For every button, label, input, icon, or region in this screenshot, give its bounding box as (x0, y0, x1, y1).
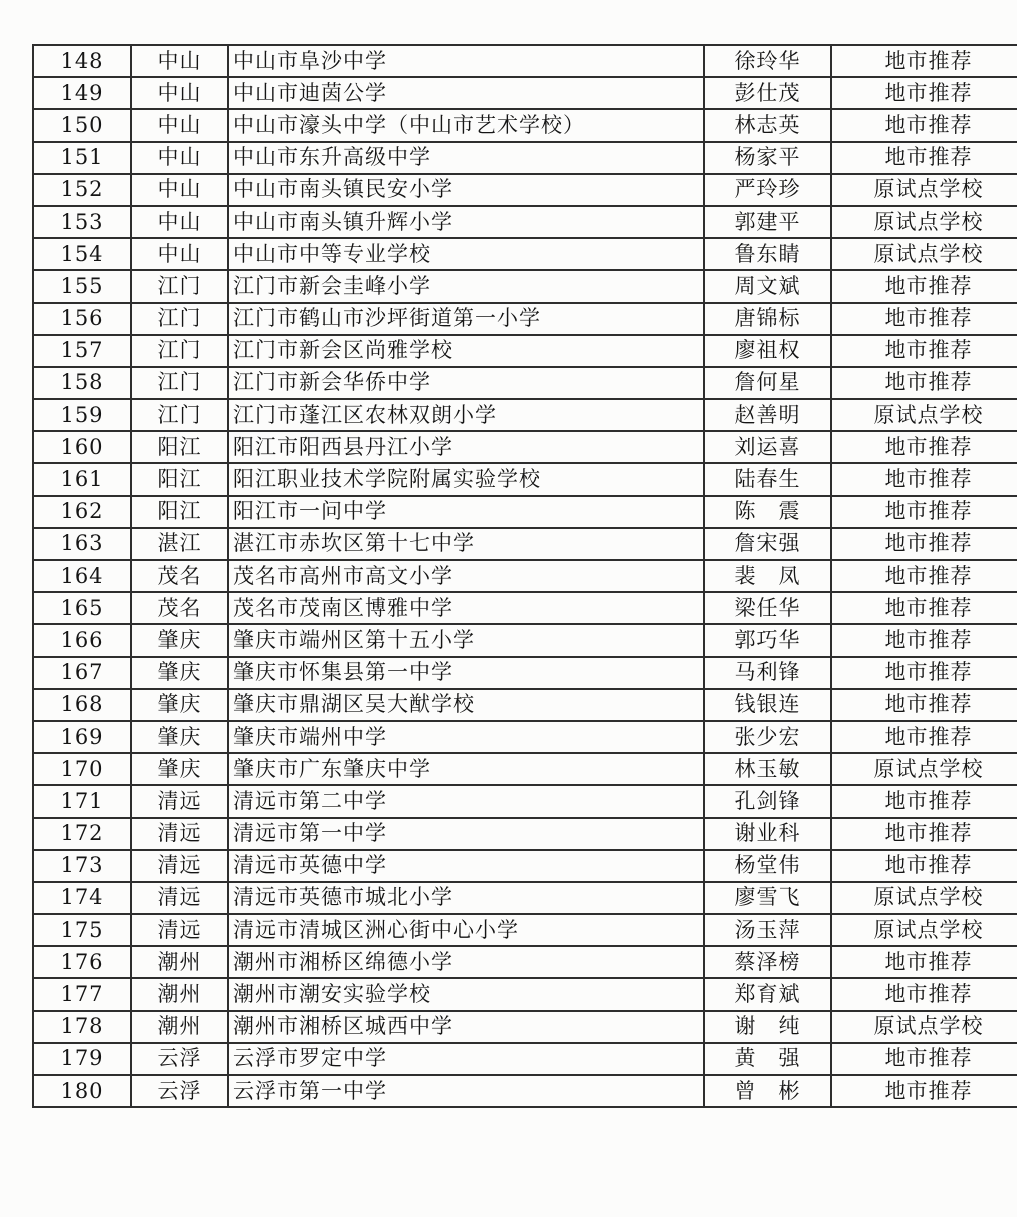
table-row (33, 238, 1017, 270)
city-cell: 云浮 (131, 1043, 228, 1075)
person-name-cell: 詹何星 (704, 367, 831, 399)
table-row (33, 463, 1017, 495)
table-row (33, 174, 1017, 206)
city-cell: 云浮 (131, 1075, 228, 1107)
person-name-cell: 张少宏 (704, 721, 831, 753)
table-row (33, 206, 1017, 238)
row-number-cell: 174 (33, 882, 131, 914)
table-row (33, 946, 1017, 978)
row-number-cell: 150 (33, 109, 131, 141)
table-row (33, 914, 1017, 946)
school-name-cell: 中山市南头镇民安小学 (228, 174, 704, 206)
row-number-cell: 149 (33, 77, 131, 109)
row-number-cell: 169 (33, 721, 131, 753)
recommendation-type-cell: 原试点学校 (831, 753, 1017, 785)
person-name-cell: 周文斌 (704, 270, 831, 302)
person-name-cell: 郑育斌 (704, 978, 831, 1010)
school-name-cell: 肇庆市鼎湖区吴大猷学校 (228, 689, 704, 721)
school-name-cell: 茂名市高州市高文小学 (228, 560, 704, 592)
row-number-cell: 148 (33, 45, 131, 77)
person-name-cell: 钱银连 (704, 689, 831, 721)
person-name-cell: 严玲珍 (704, 174, 831, 206)
person-name-cell: 谢 纯 (704, 1011, 831, 1043)
row-number-cell: 180 (33, 1075, 131, 1107)
row-number-cell: 159 (33, 399, 131, 431)
table-row (33, 142, 1017, 174)
recommendation-type-cell: 地市推荐 (831, 528, 1017, 560)
city-cell: 清远 (131, 914, 228, 946)
school-name-cell: 中山市濠头中学（中山市艺术学校） (228, 109, 704, 141)
school-name-cell: 中山市南头镇升辉小学 (228, 206, 704, 238)
city-cell: 清远 (131, 850, 228, 882)
school-name-cell: 清远市第二中学 (228, 785, 704, 817)
city-cell: 中山 (131, 77, 228, 109)
school-name-cell: 江门市蓬江区农林双朗小学 (228, 399, 704, 431)
person-name-cell: 廖雪飞 (704, 882, 831, 914)
recommendation-type-cell: 原试点学校 (831, 174, 1017, 206)
school-name-cell: 中山市东升高级中学 (228, 142, 704, 174)
recommendation-type-cell: 地市推荐 (831, 818, 1017, 850)
recommendation-type-cell: 原试点学校 (831, 914, 1017, 946)
table-row (33, 367, 1017, 399)
row-number-cell: 160 (33, 431, 131, 463)
table-row (33, 303, 1017, 335)
table-row (33, 77, 1017, 109)
row-number-cell: 162 (33, 496, 131, 528)
city-cell: 肇庆 (131, 657, 228, 689)
school-name-cell: 肇庆市广东肇庆中学 (228, 753, 704, 785)
row-number-cell: 179 (33, 1043, 131, 1075)
row-number-cell: 175 (33, 914, 131, 946)
row-number-cell: 178 (33, 1011, 131, 1043)
school-name-cell: 潮州市潮安实验学校 (228, 978, 704, 1010)
row-number-cell: 156 (33, 303, 131, 335)
table-row (33, 45, 1017, 77)
person-name-cell: 刘运喜 (704, 431, 831, 463)
school-name-cell: 江门市鹤山市沙坪街道第一小学 (228, 303, 704, 335)
person-name-cell: 陈 震 (704, 496, 831, 528)
person-name-cell: 廖祖权 (704, 335, 831, 367)
person-name-cell: 黄 强 (704, 1043, 831, 1075)
city-cell: 清远 (131, 818, 228, 850)
row-number-cell: 177 (33, 978, 131, 1010)
table-row (33, 818, 1017, 850)
recommendation-type-cell: 地市推荐 (831, 142, 1017, 174)
city-cell: 阳江 (131, 496, 228, 528)
city-cell: 肇庆 (131, 721, 228, 753)
row-number-cell: 173 (33, 850, 131, 882)
person-name-cell: 杨家平 (704, 142, 831, 174)
city-cell: 中山 (131, 238, 228, 270)
row-number-cell: 168 (33, 689, 131, 721)
recommendation-type-cell: 原试点学校 (831, 882, 1017, 914)
recommendation-type-cell: 地市推荐 (831, 335, 1017, 367)
person-name-cell: 郭建平 (704, 206, 831, 238)
school-name-cell: 潮州市湘桥区城西中学 (228, 1011, 704, 1043)
person-name-cell: 詹宋强 (704, 528, 831, 560)
recommendation-type-cell: 地市推荐 (831, 592, 1017, 624)
recommendation-type-cell: 地市推荐 (831, 657, 1017, 689)
city-cell: 江门 (131, 303, 228, 335)
row-number-cell: 176 (33, 946, 131, 978)
table-row (33, 721, 1017, 753)
row-number-cell: 167 (33, 657, 131, 689)
row-number-cell: 153 (33, 206, 131, 238)
recommendation-type-cell: 地市推荐 (831, 496, 1017, 528)
recommendation-type-cell: 地市推荐 (831, 45, 1017, 77)
school-name-cell: 清远市第一中学 (228, 818, 704, 850)
city-cell: 中山 (131, 174, 228, 206)
person-name-cell: 鲁东睛 (704, 238, 831, 270)
school-name-cell: 江门市新会区尚雅学校 (228, 335, 704, 367)
person-name-cell: 蔡泽榜 (704, 946, 831, 978)
row-number-cell: 154 (33, 238, 131, 270)
row-number-cell: 161 (33, 463, 131, 495)
school-name-cell: 云浮市第一中学 (228, 1075, 704, 1107)
city-cell: 清远 (131, 785, 228, 817)
table-row (33, 1043, 1017, 1075)
city-cell: 湛江 (131, 528, 228, 560)
row-number-cell: 171 (33, 785, 131, 817)
table-row (33, 624, 1017, 656)
recommendation-type-cell: 地市推荐 (831, 978, 1017, 1010)
recommendation-type-cell: 地市推荐 (831, 270, 1017, 302)
recommendation-type-cell: 地市推荐 (831, 721, 1017, 753)
recommendation-type-cell: 地市推荐 (831, 367, 1017, 399)
table-row (33, 335, 1017, 367)
recommendation-type-cell: 地市推荐 (831, 946, 1017, 978)
table-row (33, 785, 1017, 817)
recommendation-type-cell: 地市推荐 (831, 463, 1017, 495)
table-row (33, 270, 1017, 302)
table-row (33, 496, 1017, 528)
person-name-cell: 彭仕茂 (704, 77, 831, 109)
school-name-cell: 中山市阜沙中学 (228, 45, 704, 77)
city-cell: 肇庆 (131, 689, 228, 721)
row-number-cell: 165 (33, 592, 131, 624)
row-number-cell: 170 (33, 753, 131, 785)
recommendation-type-cell: 地市推荐 (831, 624, 1017, 656)
city-cell: 肇庆 (131, 624, 228, 656)
school-name-cell: 阳江市阳西县丹江小学 (228, 431, 704, 463)
row-number-cell: 164 (33, 560, 131, 592)
table-row (33, 431, 1017, 463)
recommendation-type-cell: 地市推荐 (831, 689, 1017, 721)
recommendation-type-cell: 原试点学校 (831, 399, 1017, 431)
recommendation-type-cell: 地市推荐 (831, 560, 1017, 592)
school-roster-table-body (33, 45, 1017, 1107)
table-row (33, 850, 1017, 882)
recommendation-type-cell: 地市推荐 (831, 303, 1017, 335)
city-cell: 江门 (131, 335, 228, 367)
row-number-cell: 172 (33, 818, 131, 850)
recommendation-type-cell: 地市推荐 (831, 431, 1017, 463)
school-name-cell: 肇庆市端州区第十五小学 (228, 624, 704, 656)
city-cell: 中山 (131, 142, 228, 174)
person-name-cell: 林志英 (704, 109, 831, 141)
table-row (33, 689, 1017, 721)
school-name-cell: 阳江市一问中学 (228, 496, 704, 528)
city-cell: 阳江 (131, 431, 228, 463)
school-name-cell: 云浮市罗定中学 (228, 1043, 704, 1075)
city-cell: 阳江 (131, 463, 228, 495)
person-name-cell: 曾 彬 (704, 1075, 831, 1107)
recommendation-type-cell: 地市推荐 (831, 77, 1017, 109)
school-name-cell: 潮州市湘桥区绵德小学 (228, 946, 704, 978)
table-row (33, 109, 1017, 141)
row-number-cell: 151 (33, 142, 131, 174)
city-cell: 茂名 (131, 592, 228, 624)
person-name-cell: 徐玲华 (704, 45, 831, 77)
table-row (33, 528, 1017, 560)
person-name-cell: 陆春生 (704, 463, 831, 495)
table-row (33, 560, 1017, 592)
row-number-cell: 152 (33, 174, 131, 206)
school-name-cell: 阳江职业技术学院附属实验学校 (228, 463, 704, 495)
school-name-cell: 中山市中等专业学校 (228, 238, 704, 270)
person-name-cell: 谢业科 (704, 818, 831, 850)
table-row (33, 882, 1017, 914)
row-number-cell: 155 (33, 270, 131, 302)
school-name-cell: 茂名市茂南区博雅中学 (228, 592, 704, 624)
person-name-cell: 唐锦标 (704, 303, 831, 335)
recommendation-type-cell: 地市推荐 (831, 850, 1017, 882)
person-name-cell: 郭巧华 (704, 624, 831, 656)
row-number-cell: 163 (33, 528, 131, 560)
row-number-cell: 158 (33, 367, 131, 399)
person-name-cell: 梁任华 (704, 592, 831, 624)
city-cell: 潮州 (131, 946, 228, 978)
school-name-cell: 江门市新会华侨中学 (228, 367, 704, 399)
school-name-cell: 清远市英德市城北小学 (228, 882, 704, 914)
table-row (33, 978, 1017, 1010)
city-cell: 清远 (131, 882, 228, 914)
city-cell: 江门 (131, 270, 228, 302)
table-row (33, 592, 1017, 624)
city-cell: 潮州 (131, 1011, 228, 1043)
recommendation-type-cell: 原试点学校 (831, 238, 1017, 270)
person-name-cell: 裴 凤 (704, 560, 831, 592)
table-row (33, 657, 1017, 689)
school-name-cell: 清远市清城区洲心街中心小学 (228, 914, 704, 946)
recommendation-type-cell: 原试点学校 (831, 1011, 1017, 1043)
table-row (33, 399, 1017, 431)
school-name-cell: 清远市英德中学 (228, 850, 704, 882)
person-name-cell: 孔剑锋 (704, 785, 831, 817)
person-name-cell: 赵善明 (704, 399, 831, 431)
recommendation-type-cell: 原试点学校 (831, 206, 1017, 238)
table-row (33, 1075, 1017, 1107)
city-cell: 潮州 (131, 978, 228, 1010)
person-name-cell: 林玉敏 (704, 753, 831, 785)
city-cell: 中山 (131, 109, 228, 141)
recommendation-type-cell: 地市推荐 (831, 1043, 1017, 1075)
school-name-cell: 江门市新会圭峰小学 (228, 270, 704, 302)
row-number-cell: 157 (33, 335, 131, 367)
school-name-cell: 肇庆市端州中学 (228, 721, 704, 753)
person-name-cell: 汤玉萍 (704, 914, 831, 946)
city-cell: 中山 (131, 206, 228, 238)
recommendation-type-cell: 地市推荐 (831, 1075, 1017, 1107)
city-cell: 中山 (131, 45, 228, 77)
recommendation-type-cell: 地市推荐 (831, 109, 1017, 141)
school-name-cell: 湛江市赤坎区第十七中学 (228, 528, 704, 560)
person-name-cell: 马利锋 (704, 657, 831, 689)
table-row (33, 1011, 1017, 1043)
city-cell: 茂名 (131, 560, 228, 592)
table-row (33, 753, 1017, 785)
row-number-cell: 166 (33, 624, 131, 656)
city-cell: 江门 (131, 367, 228, 399)
person-name-cell: 杨堂伟 (704, 850, 831, 882)
school-name-cell: 肇庆市怀集县第一中学 (228, 657, 704, 689)
school-roster-table (32, 44, 1017, 1108)
school-name-cell: 中山市迪茵公学 (228, 77, 704, 109)
city-cell: 江门 (131, 399, 228, 431)
city-cell: 肇庆 (131, 753, 228, 785)
recommendation-type-cell: 地市推荐 (831, 785, 1017, 817)
